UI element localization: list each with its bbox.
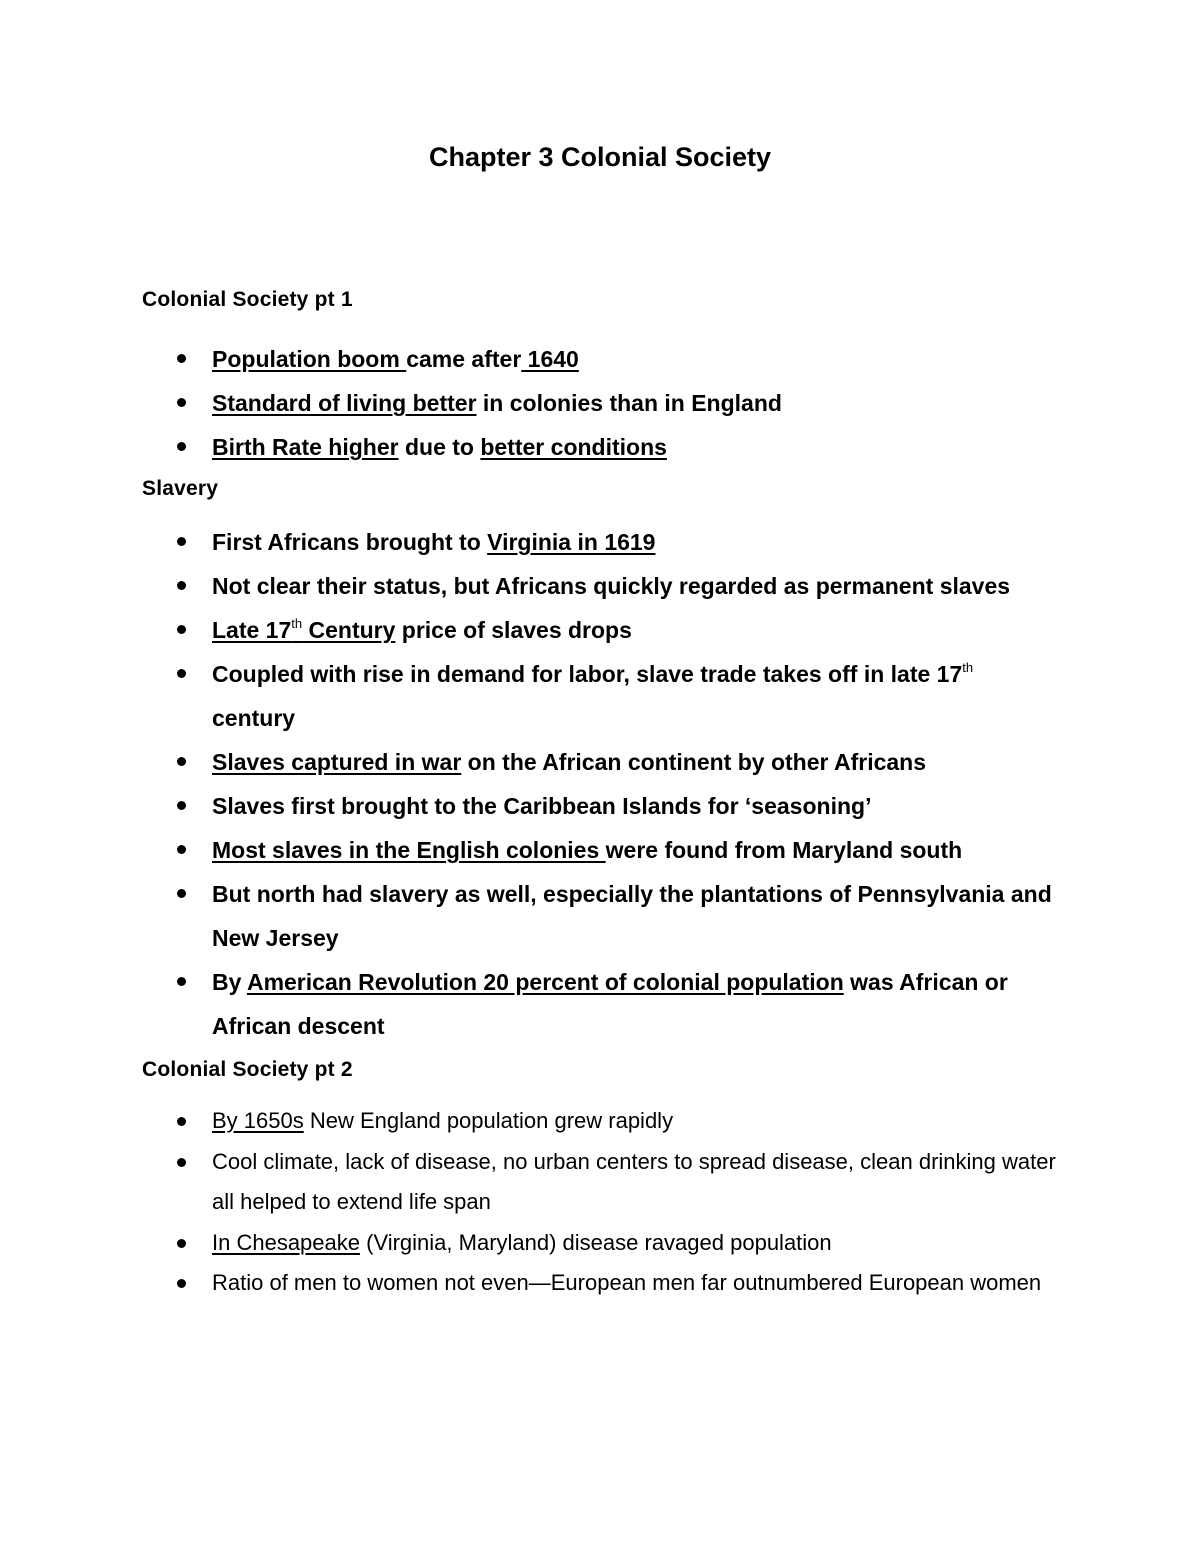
list-item: Birth Rate higher due to better conditions [0, 425, 1200, 469]
bullet-list-colonial-society-pt1 [0, 337, 1200, 469]
bullet-icon [177, 1279, 186, 1288]
list-item: Most slaves in the English colonies were found from Maryland south [0, 828, 1200, 872]
list-item: But north had slavery as well, especially the plantations of Pennsylvania and New Jersey [0, 872, 1200, 960]
list-item: Slaves first brought to the Caribbean Islands for ‘seasoning’ [0, 784, 1200, 828]
bullet-icon [177, 1158, 186, 1167]
bullet-list-slavery [0, 520, 1200, 1048]
bullet-icon [177, 977, 186, 986]
list-item: Not clear their status, but Africans quickly regarded as permanent slaves [0, 564, 1200, 608]
list-item: Coupled with rise in demand for labor, slave trade takes off in late 17th century [0, 652, 1200, 740]
bullet-list-colonial-society-pt2 [0, 1101, 1200, 1304]
bullet-icon [177, 757, 186, 766]
bullet-icon [177, 889, 186, 898]
bullet-icon [177, 1239, 186, 1248]
list-item: By 1650s New England population grew rapidly [0, 1101, 1200, 1142]
bullet-icon [177, 845, 186, 854]
bullet-icon [177, 801, 186, 810]
bullet-icon [177, 1117, 186, 1126]
section-heading-colonial-society-pt2: Colonial Society pt 2 [142, 1058, 353, 1081]
list-item: First Africans brought to Virginia in 1619 [0, 520, 1200, 564]
list-item: Late 17th Century price of slaves drops [0, 608, 1200, 652]
list-item: By American Revolution 20 percent of colonial population was African or African descent [0, 960, 1200, 1048]
list-item: Population boom came after 1640 [0, 337, 1200, 381]
list-item: In Chesapeake (Virginia, Maryland) disease ravaged population [0, 1223, 1200, 1264]
section-heading-colonial-society-pt1: Colonial Society pt 1 [142, 288, 353, 311]
list-item: Cool climate, lack of disease, no urban centers to spread disease, clean drinking water all helped to extend life span [0, 1142, 1200, 1223]
bullet-icon [177, 669, 186, 678]
bullet-icon [177, 398, 186, 407]
list-item: Standard of living better in colonies than in England [0, 381, 1200, 425]
bullet-icon [177, 625, 186, 634]
bullet-icon [177, 442, 186, 451]
bullet-icon [177, 537, 186, 546]
section-heading-slavery: Slavery [142, 477, 219, 500]
bullet-icon [177, 581, 186, 590]
bullet-icon [177, 354, 186, 363]
page-title: Chapter 3 Colonial Society [428, 142, 772, 172]
list-item: Slaves captured in war on the African continent by other Africans [0, 740, 1200, 784]
list-item: Ratio of men to women not even—European men far outnumbered European women [0, 1263, 1200, 1304]
